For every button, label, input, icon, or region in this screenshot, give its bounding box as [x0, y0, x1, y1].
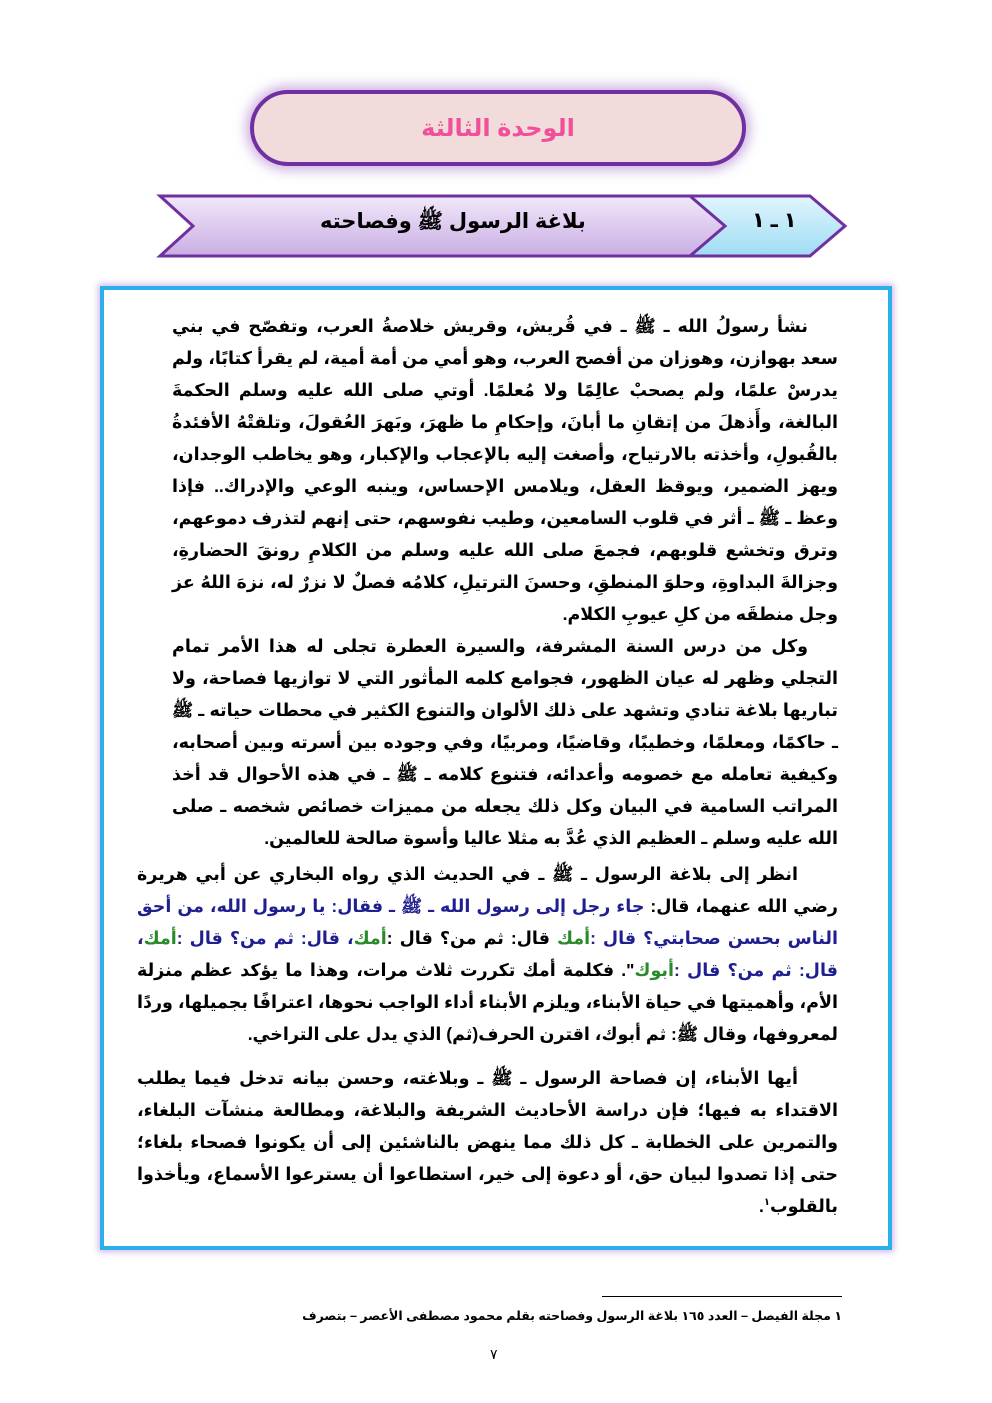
content-frame — [100, 286, 892, 1250]
text-segment: ". فكلمة أمك تكررت ثلاث مرات، وهذا ما يؤكد عظم منزلة الأم، وأهميتها في حياة الأبناء، ويلزم الأبناء أداء الواجب نحوها، اعترافًا بجميلها، وردًا لمعروفها، وقال ﷺ: ثم أبوك، اقترن الحرف(ثم) الذي يدل على التراخي. — [137, 960, 838, 1044]
paragraph-4: أيها الأبناء، إن فصاحة الرسول ـ ﷺ ـ وبلاغته، وحسن بيانه تدخل فيما يطلب الاقتداء به فيها؛ فإن دراسة الأحاديث الشريفة والبلاغة، ومطالعة منشآت البلغاء، والتمرين على الخطابة ـ كل ذلك مما ينهض بالناشئين إلى أن يكونوا فصحاء بلغاء؛ حتى إذا تصدوا لبيان حق، أو دعوة إلى خير، استطاعوا أن يسترعوا الأسماع، ويأخذوا بالقلوب$^١$. — [137, 1068, 838, 1216]
hadith-segment: ، قال: ثم من؟ قال : — [176, 928, 354, 948]
page-number: ٧ — [490, 1346, 498, 1362]
content-column — [100, 286, 892, 1382]
lesson-title: بلاغة الرسول ﷺ وفصاحته — [320, 210, 586, 233]
lesson-number: ١ ـ ١ — [752, 209, 797, 232]
footnote: ١ مجلة الفيصل – العدد ١٦٥ بلاغة الرسول وفصاحته بقلم محمود مصطفى الأعصر – بتصرف — [302, 1309, 842, 1323]
lesson-banner — [155, 192, 850, 260]
footnote-ref[interactable]: ١ — [763, 1197, 770, 1209]
footnote-divider — [602, 1296, 842, 1297]
paragraph-2: وكل من درس السنة المشرفة، والسيرة العطرة تجلى له هذا الأمر تمام التجلي وظهر له عيان الظهور، فجوامع كلمه المأثور التي لا توازيها فصاحة، ولا تباريها بلاغة تنادي وتشهد على ذلك الألوان والتنوع الكثير في محطات حياته ـ ﷺ ـ حاكمًا، ومعلمًا، وخطيبًا، وقاضيًا، ومربيًا، وفي وجوده بين أسرته وبين أصحابه، وكيفية تعامله مع خصومه وأعدائه، فتنوع كلامه ـ ﷺ ـ في هذه الأحوال قد أخذ المراتب السامية في البيان وكل ذلك يجعله من مميزات خصائص شخصه ـ صلى الله عليه وسلم ـ العظيم الذي عُدَّ به مثلا عاليا وأسوة صالحة للعالمين. — [172, 636, 838, 848]
hadith-answer: أبوك — [634, 960, 675, 980]
paragraph-3-hadith — [137, 858, 838, 1050]
text-segment: قال: ثم من؟ قال : — [386, 928, 557, 948]
text-segment: انظر إلى بلاغة الرسول ـ ﷺ ـ في الحديث الذي رواه البخاري عن أبي هريرة رضي الله عنهما، قال: — [137, 864, 839, 916]
hadith-answer: أمك — [143, 928, 177, 948]
hadith-answer: أمك — [556, 928, 591, 948]
unit-title-box — [250, 90, 746, 166]
unit-title: الوحدة الثالثة — [421, 114, 575, 142]
paragraph-4-text: أيها الأبناء، إن فصاحة الرسول ـ ﷺ ـ وبلاغته، وحسن بيانه تدخل فيما يطلب الاقتداء به فيها؛ فإن دراسة الأحاديث الشريفة والبلاغة، ومطالعة منشآت البلغاء، والتمرين على الخطابة ـ كل ذلك مما ينهض بالناشئين إلى أن يكونوا فصحاء بلغاء؛ حتى إذا تصدوا لبيان حق، أو دعوة إلى خير، استطاعوا أن يسترعوا الأسماع، ويأخذوا بالقلوب — [137, 1068, 838, 1216]
hadith-segment: جاء رجل إلى رسول الله ـ ﷺ ـ فقال: يا رسول الله، من أحق الناس بحسن صحابتي؟ قال : — [137, 896, 838, 948]
hadith-segment: ، قال: ثم من؟ قال : — [137, 928, 839, 980]
paragraph-1: نشأ رسولُ الله ـ ﷺ ـ في قُريش، وقريش خلاصةُ العرب، وتفصّح في بني سعد بهوازن، وهوزان من أفصح العرب، وهو أمي من أمة أمية، لم يقرأ كتابًا، ولم يدرسْ علمًا، ولم يصحبْ عالِمًا ولا مُعلمًا. أوتي صلى الله عليه وسلم الحكمةَ البالغة، وأَذهلَ من إتقانِ ما أبانَ، وإحكامِ ما ظهرَ، وبَهرَ العُقولَ، وتلقتْهُ الأفئدةُ بالقُبولِ، وأخذته بالارتياح، وأصغت إليه بالإعجاب والإكبار، وهو يخاطب الوجدان، ويهز الضمير، ويوقظ العقل، ويلامس الإحساس، وينبه الوعي والإدراك.. فإذا وعظ ـ ﷺ ـ أثر في قلوب السامعين، وطيب نفوسهم، حتى إنهم لتذرف دموعهم، وترق وتخشع قلوبهم، فجمعَ صلى الله عليه وسلم من الكلامِ رونقَ الحضارةِ، وجزالةَ البداوةِ، وحلوَ المنطقِ، وحسنَ الترتيلِ، كلامُه فصلٌ لا نزرٌ له، نزهَ اللهُ عز وجل منطقَه من كلِ عيوبِ الكلام. — [172, 316, 838, 624]
footer — [100, 1292, 892, 1382]
hadith-answer: أمك — [353, 928, 387, 948]
